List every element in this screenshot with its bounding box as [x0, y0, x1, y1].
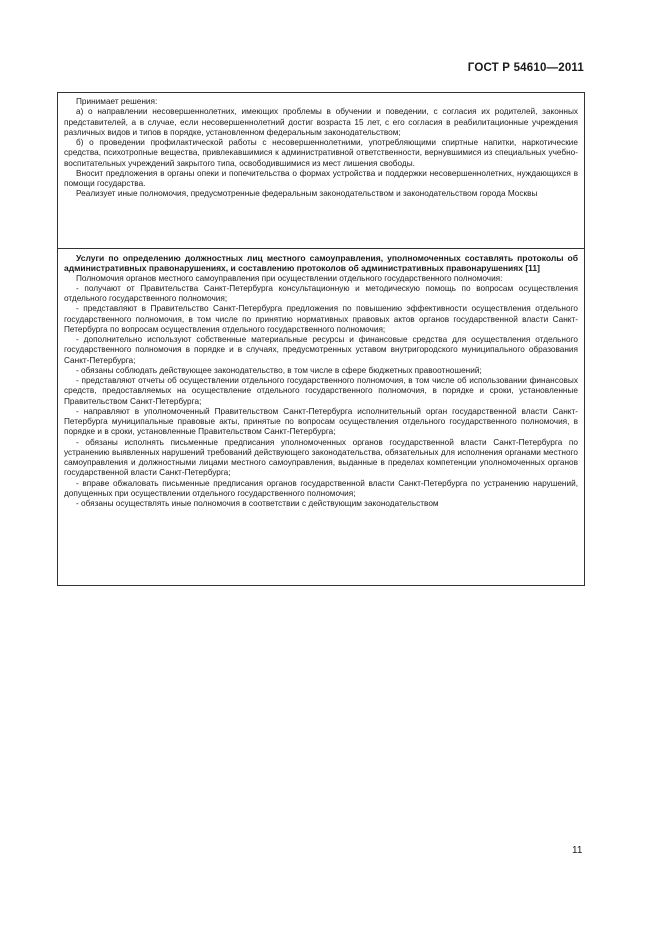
paragraph: а) о направлении несовершеннолетних, имеющих проблемы в обучении и поведении, с согласия их родителей, законных представителей, а в случае, если несовершеннолетний достиг возраста 15 лет, с его согласия в реабилитационные учреждения различных видов и типов в порядке, установленном федеральным законодательством; — [64, 107, 578, 137]
list-item: - получают от Правительства Санкт-Петербурга консультационную и методическую помощь по вопросам осуществления отдельного государственного полномочия; — [64, 283, 578, 303]
list-item: - представляют в Правительство Санкт-Петербурга предложения по повышению эффективности осуществления отдельного государственного полномочия, в том числе по принятию нормативных правовых актов органов государственной власти Санкт-Петербурга по вопросам осуществления отдельного государственного полномочия; — [64, 304, 578, 334]
table-cell-decisions — [64, 97, 578, 200]
table-row-divider — [58, 248, 584, 249]
table-cell-protocol-services — [64, 253, 578, 509]
section-title: Услуги по определению должностных лиц местного самоуправления, уполномоченных составлять протоколы об административных правонарушениях, и составлению протоколов об административных правонарушениях [11] — [64, 253, 578, 274]
list-item: - направляют в уполномоченный Правительством Санкт-Петербурга исполнительный орган государственной власти Санкт-Петербурга муниципальные правовые акты, принятые по вопросам осуществления отдельного государственного полномочия, в порядке и в сроки, установленные Правительством Санкт-Петербурга; — [64, 406, 578, 437]
list-item: - вправе обжаловать письменные предписания органов государственной власти Санкт-Петербурга по устранению нарушений, допущенных при осуществлении отдельного государственного полномочия; — [64, 478, 578, 498]
list-item: - обязаны исполнять письменные предписания уполномоченных органов государственной власти Санкт-Петербурга по устранению выявленных нарушений требований действующего законодательства, обязательных для исполнения органами местного самоуправления и должностными лицами местного самоуправления, выданные в пределах компетенции уполномоченных органов государственной власти Санкт-Петербурга; — [64, 437, 578, 478]
paragraph: Вносит предложения в органы опеки и попечительства о формах устройства и поддержки несовершеннолетних, нуждающихся в помощи государства. — [64, 168, 578, 188]
paragraph: б) о проведении профилактической работы с несовершеннолетними, употребляющими спиртные напитки, наркотические средства, психотропные вещества, привлекавшимися к административной ответственности, вернувшимися из специальных учебно-воспитательных учреждений закрытого типа, освободившимися из мест лишения свободы. — [64, 138, 578, 168]
content-table — [57, 92, 585, 586]
list-item: - представляют отчеты об осуществлении отдельного государственного полномочия, в том числе об использовании финансовых средств, предоставляемых на осуществление отдельного государственного полномочия, в порядке и сроки, установленные Правительством Санкт-Петербурга; — [64, 376, 578, 406]
list-item: - обязаны соблюдать действующее законодательство, в том числе в сфере бюджетных правоотношений; — [76, 365, 482, 375]
page-number: 11 — [572, 845, 583, 856]
document-header-standard: ГОСТ Р 54610—2011 — [467, 62, 584, 74]
paragraph: Принимает решения: — [76, 97, 158, 106]
paragraph: Полномочия органов местного самоуправления при осуществлении отдельного государственного полномочия: — [76, 273, 503, 283]
list-item: - дополнительно используют собственные материальные ресурсы и финансовые средства для осуществления отдельного государственного полномочия в порядке и в случаях, предусмотренных уставом внутригородского муниципального образования Санкт-Петербурга; — [64, 335, 578, 365]
paragraph: Реализует иные полномочия, предусмотренные федеральным законодательством и законодательством города Москвы — [76, 189, 538, 199]
list-item: - обязаны осуществлять иные полномочия в соответствии с действующим законодательством — [76, 499, 439, 508]
